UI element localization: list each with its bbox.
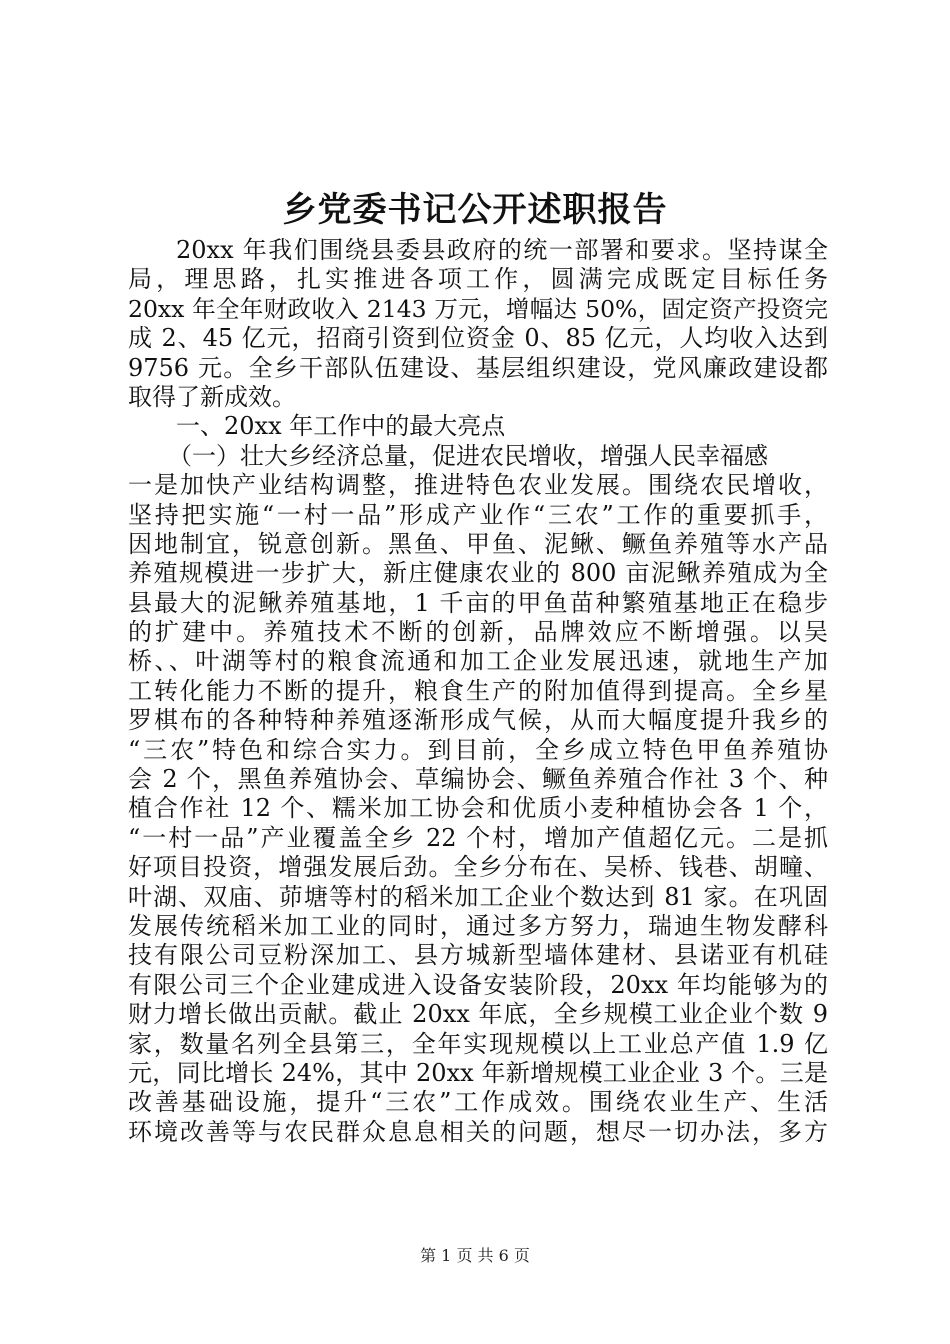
subsection-heading: （一）壮大乡经济总量，促进农民增收，增强人民幸福感 [168,441,768,470]
section-heading: 一、20xx 年工作中的最大亮点 [176,412,506,441]
document-body [128,236,828,1147]
paragraph-line: 9756 元。全乡干部队伍建设、基层组织建设，党风廉政建设都 [128,353,828,382]
paragraph-line: 县最大的泥鳅养殖基地，1 千亩的甲鱼苗种繁殖基地正在稳步 [128,588,828,617]
paragraph-line: 好项目投资，增强发展后劲。全乡分布在、吴桥、钱巷、胡疃、 [128,853,828,882]
paragraph-line: “三农”特色和综合实力。到目前，全乡成立特色甲鱼养殖协 [128,735,828,764]
paragraph-line: 桥、、叶湖等村的粮食流通和加工企业发展迅速，就地生产加 [128,647,828,676]
page-number-footer: 第 1 页 共 6 页 [420,1246,530,1265]
paragraph-line: 有限公司三个企业建成进入设备安装阶段，20xx 年均能够为的 [128,970,828,999]
paragraph-line: 一是加快产业结构调整，推进特色农业发展。围绕农民增收， [128,471,828,500]
paragraph-line: 取得了新成效。 [128,382,296,411]
paragraph-line: 成 2、45 亿元，招商引资到位资金 0、85 亿元，人均收入达到 [128,324,828,353]
paragraph-line: 工转化能力不断的提升，粮食生产的附加值得到提高。全乡星 [128,676,828,705]
paragraph-line: 罗棋布的各种特种养殖逐渐形成气候，从而大幅度提升我乡的 [128,706,828,735]
paragraph-line: 坚持把实施“一村一品”形成产业作“三农”工作的重要抓手， [128,500,828,529]
paragraph-line: 元，同比增长 24%，其中 20xx 年新增规模工业企业 3 个。三是 [128,1058,828,1087]
paragraph-line: 会 2 个，黑鱼养殖协会、草编协会、鳜鱼养殖合作社 3 个、种 [128,765,828,794]
paragraph-line: 技有限公司豆粉深加工、县方城新型墙体建材、县诺亚有机硅 [128,941,828,970]
paragraph-line: 改善基础设施，提升“三农”工作成效。围绕农业生产、生活 [128,1088,828,1117]
paragraph-line: 环境改善等与农民群众息息相关的问题，想尽一切办法，多方 [128,1117,828,1146]
paragraph-line: 家，数量名列全县第三，全年实现规模以上工业总产值 1.9 亿 [128,1029,828,1058]
paragraph-line: 20xx 年我们围绕县委县政府的统一部署和要求。坚持谋全 [176,236,828,264]
document-title: 乡党委书记公开述职报告 [282,190,668,230]
paragraph-line: 植合作社 12 个、糯米加工协会和优质小麦种植协会各 1 个， [128,794,828,823]
paragraph-line: 20xx 年全年财政收入 2143 万元，增幅达 50%，固定资产投资完 [128,294,828,323]
paragraph-line: 养殖规模进一步扩大，新庄健康农业的 800 亩泥鳅养殖成为全 [128,559,828,588]
paragraph-line: 发展传统稻米加工业的同时，通过多方努力，瑞迪生物发酵科 [128,911,828,940]
paragraph-line: 财力增长做出贡献。截止 20xx 年底，全乡规模工业企业个数 9 [128,1000,828,1029]
paragraph-line: 叶湖、双庙、茆塘等村的稻米加工企业个数达到 81 家。在巩固 [128,882,828,911]
paragraph-line: 局，理思路，扎实推进各项工作，圆满完成既定目标任务 [128,265,828,294]
paragraph-line: “一村一品”产业覆盖全乡 22 个村，增加产值超亿元。二是抓 [128,823,828,852]
paragraph-line: 的扩建中。养殖技术不断的创新，品牌效应不断增强。以吴 [128,618,828,647]
paragraph-line: 因地制宜，锐意创新。黑鱼、甲鱼、泥鳅、鳜鱼养殖等水产品 [128,529,828,558]
